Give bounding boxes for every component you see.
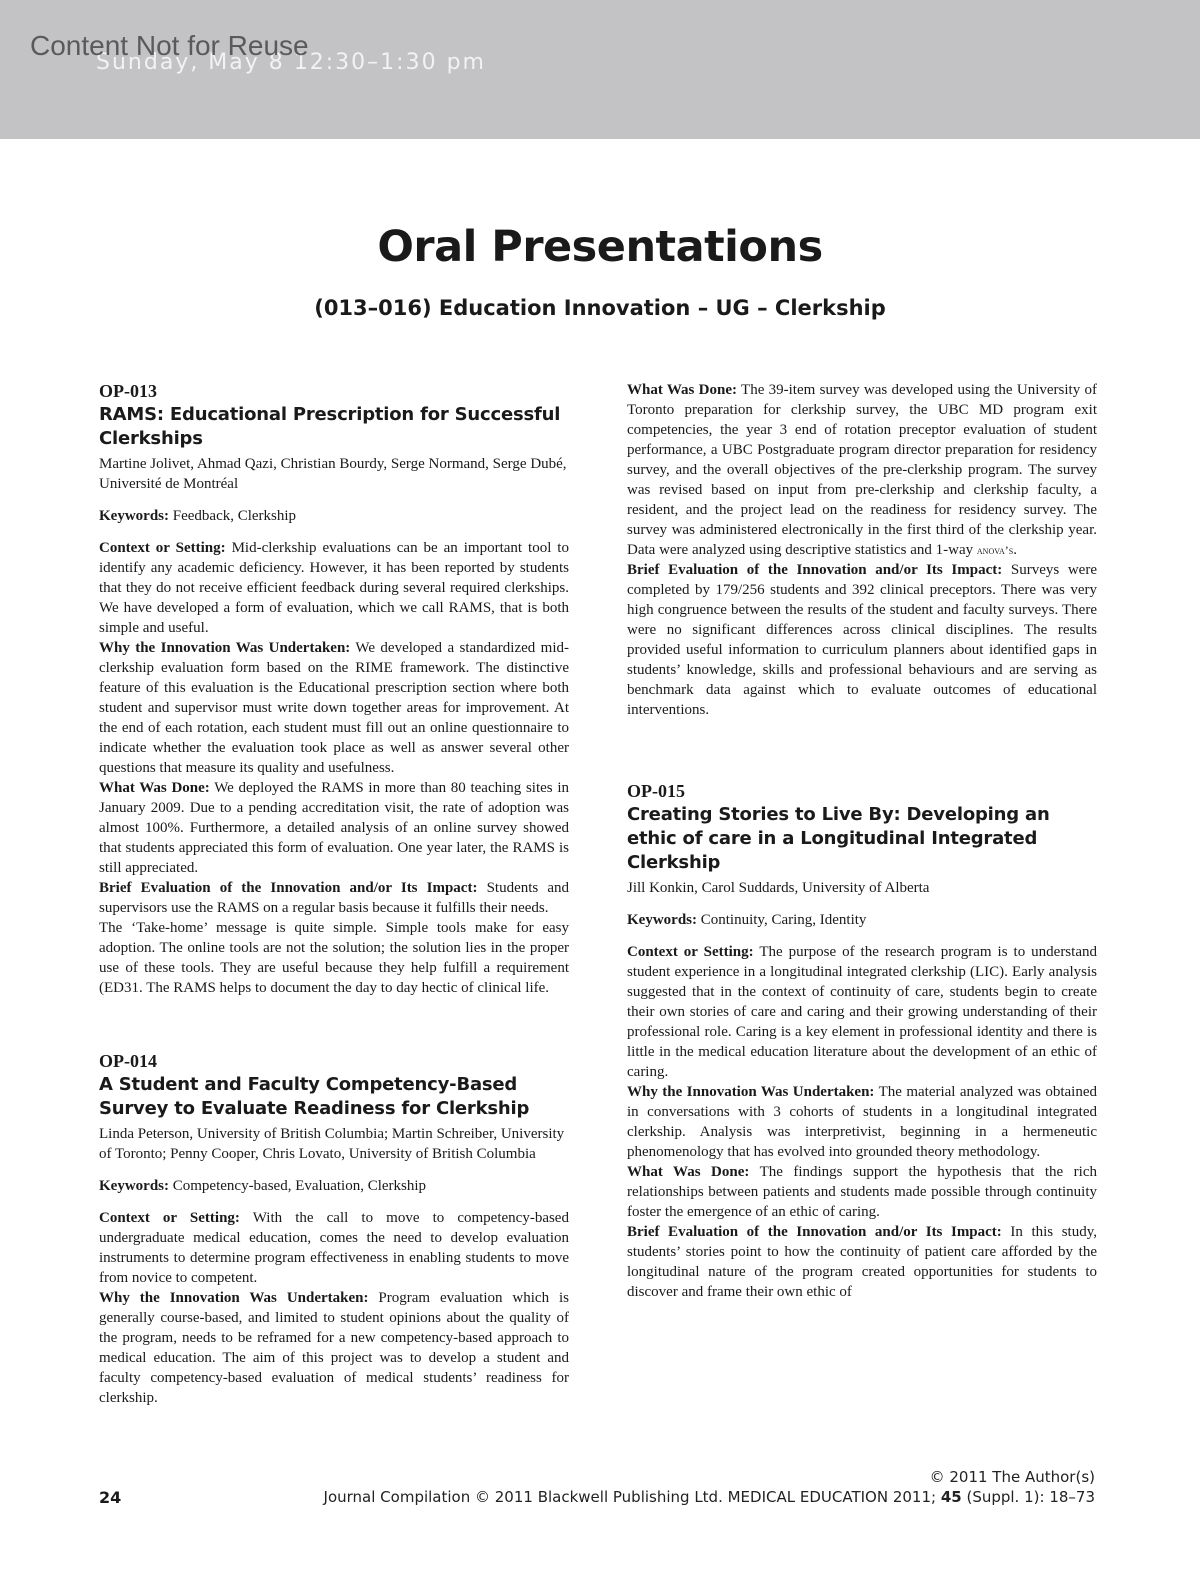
- journal-volume: 45: [940, 1488, 962, 1506]
- what-label: What Was Done:: [99, 780, 210, 796]
- abstract-keywords: [627, 910, 1097, 930]
- context-text: Mid-clerkship evaluations can be an important tool to identify any academic deficiency. However, it has been reported by students that they do not receive efficient feedback during several required clerkships. We have developed a form of evaluation, which we call RAMS, that is both simple and useful.: [99, 540, 569, 636]
- why-text: The material analyzed was obtained in conversations with 3 cohorts of students in a longitudinal integrated clerkship. Analysis was interpretivist, beginning in a hermeneutic phenomenology that has evolved into grounded theory methodology.: [627, 1084, 1097, 1160]
- abstract-keywords: [99, 1176, 569, 1196]
- what-end: .: [1013, 542, 1017, 558]
- why-label: Why the Innovation Was Undertaken:: [99, 1290, 369, 1306]
- brief-text: Surveys were completed by 179/256 students and 392 clinical preceptors. There was very high congruence between the results of the student and faculty surveys. There were no significant differences across clinical disciplines. The results provided useful information to curriculum planners about identified gaps in students’ knowledge, skills and professional behaviours and are serving as benchmark data against which to evaluate outcomes of educational interventions.: [627, 562, 1097, 718]
- why-text: Program evaluation which is generally course-based, and limited to student opinions about the quality of the program, needs to be reframed for a new competency-based approach to medical education. The aim of this project was to develop a student and faculty competency-based evaluation of medical students’ readiness for clerkship.: [99, 1290, 570, 1406]
- brief-label: Brief Evaluation of the Innovation and/or Its Impact:: [627, 562, 1003, 578]
- footer-copyright: © 2011 The Author(s): [929, 1468, 1095, 1486]
- what-paragraph: [627, 380, 1097, 560]
- brief-paragraph: [99, 878, 569, 918]
- abstract-authors: Jill Konkin, Carol Suddards, University of Alberta: [627, 880, 930, 896]
- abstract-title: A Student and Faculty Competency-Based Survey to Evaluate Readiness for Clerkship: [99, 1074, 530, 1119]
- context-paragraph: [627, 942, 1097, 1082]
- journal-citation: [324, 1488, 1095, 1506]
- anova-text: anova’s: [976, 543, 1014, 557]
- what-text: The 39-item survey was developed using the University of Toronto preparation for clerkship survey, the UBC MD program exit competencies, the year 3 end of rotation preceptor evaluation of student performance, a UBC Postgraduate program director preparation for residency survey, and the overall objectives of the pre-clerkship program. The survey was revised based on input from pre-clerkship and clerkship faculty, a resident, and the project lead on the readiness for residency survey. The survey was administered electronically in the first third of the clerkship year. Data were analyzed using descriptive statistics and 1-way: [627, 382, 1097, 558]
- why-paragraph-start: [99, 1288, 569, 1408]
- brief-text: In this study, students’ stories point to how the continuity of patient care afforded by the longitudinal nature of the program created opportunities for students to discover and frame their own ethic of: [627, 1224, 1097, 1300]
- brief-text: Students and supervisors use the RAMS on a regular basis because it fulfills their needs.: [99, 880, 569, 916]
- takehome-paragraph: The ‘Take-home’ message is quite simple. Simple tools make for easy adoption. The online tools are not the solution; the solution lies in the proper use of these tools. They are useful because they help fulfill a requirement (ED31. The RAMS helps to document the day to day hectic of clinical life.: [99, 920, 569, 996]
- abstract-id: OP-013: [99, 381, 157, 401]
- why-paragraph: [99, 638, 569, 778]
- context-label: Context or Setting:: [99, 540, 226, 556]
- abstract-id: OP-014: [99, 1051, 157, 1071]
- abstract-op015: [627, 780, 1097, 1302]
- context-paragraph: [99, 538, 569, 638]
- keywords-value: Competency-based, Evaluation, Clerkship: [172, 1178, 427, 1194]
- what-label: What Was Done:: [627, 1164, 750, 1180]
- abstract-op014-continued: [627, 380, 1097, 720]
- keywords-value: Feedback, Clerkship: [172, 508, 297, 524]
- why-paragraph: [627, 1082, 1097, 1162]
- brief-label: Brief Evaluation of the Innovation and/or Its Impact:: [627, 1224, 1002, 1240]
- keywords-label: Keywords:: [99, 1178, 169, 1194]
- abstract-id: OP-015: [627, 781, 685, 801]
- context-label: Context or Setting:: [627, 944, 754, 960]
- context-paragraph: [99, 1208, 569, 1288]
- keywords-label: Keywords:: [627, 912, 697, 928]
- brief-paragraph: [627, 560, 1097, 720]
- journal-suffix: (Suppl. 1): 18–73: [961, 1488, 1095, 1506]
- what-paragraph: [627, 1162, 1097, 1222]
- page-title: Oral Presentations: [377, 222, 823, 272]
- context-text: With the call to move to competency-based undergraduate medical education, comes the need to develop evaluation instruments to determine program effectiveness in enabling students to move from novice to competent.: [99, 1210, 569, 1286]
- abstract-op013: [99, 380, 569, 998]
- what-label: What Was Done:: [627, 382, 737, 398]
- right-column: [627, 380, 1097, 1354]
- abstract-title: Creating Stories to Live By: Developing an ethic of care in a Longitudinal Integrated Clerkship: [627, 804, 1050, 873]
- page-number: 24: [99, 1488, 122, 1507]
- context-text: The purpose of the research program is to understand student experience in a longitudinal integrated clerkship (LIC). Early analysis suggested that in the context of continuity of care, students begin to create their own stories of care and caring and their growing understanding of their professional role. Caring is a key element in professional identity and there is little in the medical education literature about the development of an ethic of caring.: [627, 944, 1097, 1080]
- session-date: Sunday, May 8 12:30–1:30 pm: [96, 50, 486, 75]
- keywords-value: Continuity, Caring, Identity: [700, 912, 867, 928]
- header-banner: [0, 0, 1200, 139]
- why-label: Why the Innovation Was Undertaken:: [99, 640, 351, 656]
- brief-label: Brief Evaluation of the Innovation and/or Its Impact:: [99, 880, 478, 896]
- header-rule: [100, 139, 184, 140]
- abstract-authors: Martine Jolivet, Ahmad Qazi, Christian Bourdy, Serge Normand, Serge Dubé, Université de Montréal: [99, 456, 567, 492]
- keywords-label: Keywords:: [99, 508, 169, 524]
- what-paragraph: [99, 778, 569, 878]
- abstract-op014: [99, 1050, 569, 1408]
- abstract-keywords: [99, 506, 569, 526]
- left-column: [99, 380, 569, 1460]
- watermark-text: Content Not for Reuse: [30, 30, 309, 61]
- what-text: We deployed the RAMS in more than 80 teaching sites in January 2009. Due to a pending accreditation visit, the rate of adoption was almost 100%. Furthermore, a detailed analysis of an online survey showed that students appreciated this form of evaluation. One year later, the RAMS is still appreciated.: [99, 780, 569, 876]
- why-text: We developed a standardized mid-clerkship evaluation form based on the RIME framework. The distinctive feature of this evaluation is the Educational prescription section where both student and supervisor must write down together areas for improvement. At the end of each rotation, each student must fill out an online questionnaire to indicate whether the evaluation took place as well as answer several other questions that measure its quality and usefulness.: [99, 640, 569, 776]
- brief-paragraph: [627, 1222, 1097, 1302]
- page-subtitle: (013–016) Education Innovation – UG – Clerkship: [314, 296, 886, 320]
- abstract-title: RAMS: Educational Prescription for Successful Clerkships: [99, 404, 561, 449]
- abstract-authors: Linda Peterson, University of British Columbia; Martin Schreiber, University of Toronto; Penny Cooper, Chris Lovato, University of British Columbia: [99, 1126, 565, 1162]
- journal-prefix: Journal Compilation © 2011 Blackwell Publishing Ltd. MEDICAL EDUCATION 2011;: [323, 1488, 941, 1506]
- what-text: The findings support the hypothesis that the rich relationships between patients and students made possible through continuity foster the emergence of an ethic of caring.: [627, 1164, 1097, 1220]
- why-label: Why the Innovation Was Undertaken:: [627, 1084, 875, 1100]
- context-label: Context or Setting:: [99, 1210, 240, 1226]
